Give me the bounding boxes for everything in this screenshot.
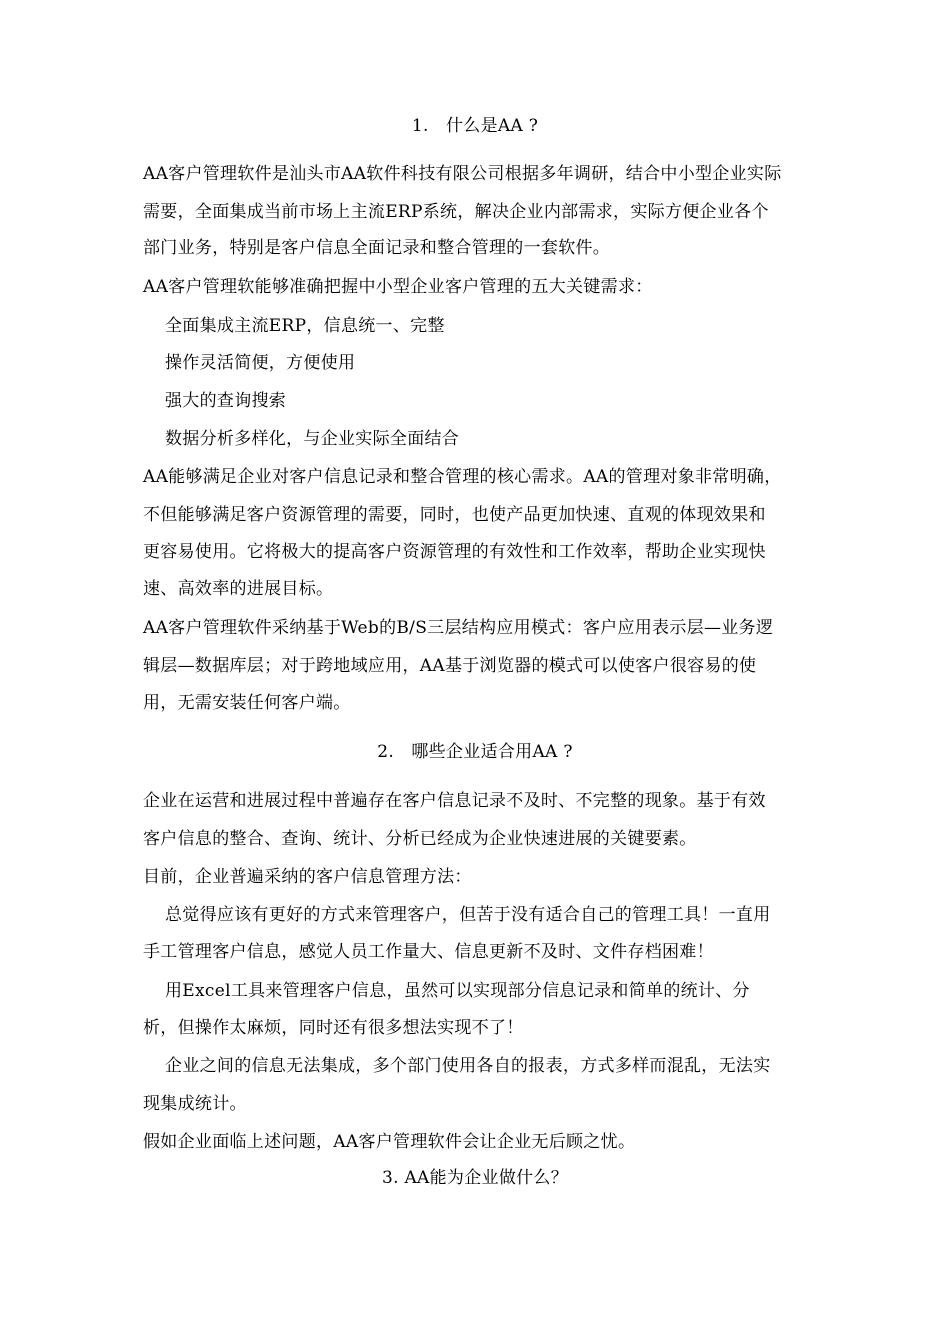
s2-m3-line-2: 现集成统计。 (143, 1094, 247, 1114)
s1-p2: AA客户管理软能够准确把握中小型企业客户管理的五大关键需求： (143, 277, 653, 297)
s2-p1-line-2: 客户信息的整合、查询、统计、分析已经成为企业快速进展的关键要素。 (143, 829, 697, 849)
need-item-2: 操作灵活简便，方便使用 (165, 353, 356, 373)
s1-p4-line-1: AA客户管理软件采纳基于Web的B/S三层结构应用模式：客户应用表示层—业务逻 (143, 618, 774, 638)
s2-m1-line-1: 总觉得应该有更好的方式来管理客户，但苦于没有适合自己的管理工具！一直用 (165, 905, 771, 925)
s1-p3-line-3: 更容易使用。它将极大的提高客户资源管理的有效性和工作效率，帮助企业实现快 (143, 542, 766, 562)
s1-p1-line-3: 部门业务，特别是客户信息全面记录和整合管理的一套软件。 (143, 238, 611, 258)
s1-p3-line-2: 不但能够满足客户资源管理的需要，同时，也使产品更加快速、直观的体现效果和 (143, 505, 766, 525)
s1-p1-line-1: AA客户管理软件是汕头市AA软件科技有限公司根据多年调研，结合中小型企业实际 (143, 164, 782, 184)
need-item-4: 数据分析多样化，与企业实际全面结合 (165, 429, 460, 449)
s1-p3-line-4: 速、高效率的进展目标。 (143, 579, 334, 599)
s2-p3: 假如企业面临上述问题，AA客户管理软件会让企业无后顾之忧。 (143, 1132, 636, 1152)
need-item-3: 强大的查询搜索 (165, 391, 287, 411)
s1-p4-line-2: 辑层—数据库层；对于跨地域应用，AA基于浏览器的模式可以使客户很容易的使 (143, 656, 757, 676)
s2-p2: 目前，企业普遍采纳的客户信息管理方法： (143, 867, 472, 887)
s1-p4-line-3: 用，无需安装任何客户端。 (143, 693, 351, 713)
need-item-1: 全面集成主流ERP，信息统一、完整 (165, 316, 445, 336)
s2-m2-line-1: 用Excel工具来管理客户信息，虽然可以实现部分信息记录和简单的统计、分 (165, 981, 750, 1001)
section-1-heading: 1. 什么是AA ? (411, 116, 539, 136)
s1-p3-line-1: AA能够满足企业对客户信息记录和整合管理的核心需求。AA的管理对象非常明确， (143, 467, 782, 487)
s2-m3-line-1: 企业之间的信息无法集成，多个部门使用各自的报表，方式多样而混乱，无法实 (165, 1056, 771, 1076)
s2-p1-line-1: 企业在运营和进展过程中普遍存在客户信息记录不及时、不完整的现象。基于有效 (143, 791, 766, 811)
s1-p1-line-2: 需要，全面集成当前市场上主流ERP系统，解决企业内部需求，实际方便企业各个 (143, 202, 769, 222)
s2-m1-line-2: 手工管理客户信息，感觉人员工作量大、信息更新不及时、文件存档困难！ (143, 942, 714, 962)
section-3-heading: 3. AA能为企业做什么？ (381, 1168, 569, 1188)
s2-m2-line-2: 析，但操作太麻烦，同时还有很多想法实现不了！ (143, 1018, 524, 1038)
section-2-heading: 2. 哪些企业适合用AA ? (377, 742, 573, 762)
